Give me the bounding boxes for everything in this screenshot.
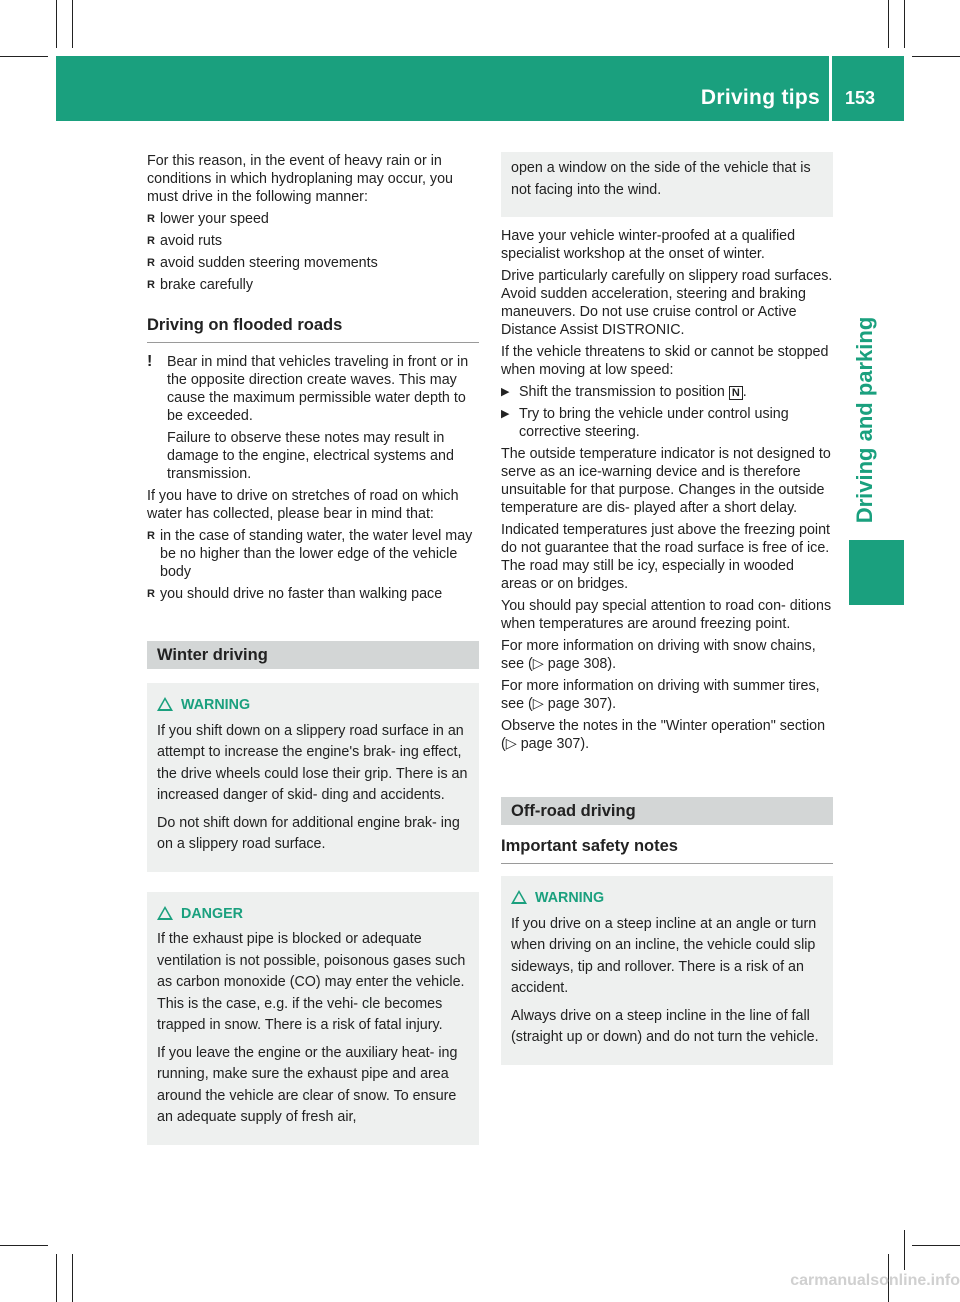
warning-title: WARNING	[157, 695, 469, 717]
crop-mark	[0, 1245, 48, 1246]
crop-mark	[0, 56, 48, 57]
crop-mark	[72, 0, 73, 48]
warning-triangle-icon	[157, 906, 173, 920]
intro-paragraph: For this reason, in the event of heavy rain or in conditions in which hydroplaning may occur, you must drive in the following manner:	[147, 153, 453, 205]
list-item: R avoid sudden steering movements	[147, 254, 479, 272]
warning-text: Always drive on a steep incline in the line of fall (straight up or down) and do not turn the vehicle.	[511, 1007, 819, 1045]
cross-reference: Observe the notes in the "Winter operation" section (▷ page 307).	[501, 718, 826, 752]
page-number: 153	[845, 88, 876, 108]
page-section-title: Driving tips	[700, 86, 820, 109]
crop-mark	[904, 0, 905, 48]
chapter-side-tab	[845, 300, 885, 540]
notice-block	[147, 353, 479, 483]
section-heading: Driving on flooded roads	[147, 316, 479, 343]
section-bar-heading: Off-road driving	[501, 797, 833, 825]
warning-text: If you shift down on a slippery road surface in an attempt to increase the engine's brak- ing effect, the drive wheels could lose their grip. There is an increased danger of skid- ding and accidents.	[157, 722, 468, 803]
crop-mark	[888, 0, 889, 48]
list-item: R brake carefully	[147, 276, 479, 294]
warning-triangle-icon	[511, 890, 527, 904]
warning-box	[501, 876, 833, 1065]
crop-mark	[904, 1230, 905, 1270]
watermark: carmanualsonline.info	[790, 1272, 960, 1289]
danger-title: DANGER	[157, 904, 469, 926]
left-column	[147, 152, 479, 1159]
danger-text: If the exhaust pipe is blocked or adequate ventilation is not possible, poisonous gases such as carbon monoxide (CO) may enter the vehicle. This is the case, e.g. if the vehi- cle becomes trapped in snow. There is a risk of fatal injury.	[157, 931, 466, 1033]
crop-mark	[56, 0, 57, 48]
notice-text: Failure to observe these notes may result in damage to the engine, electrical systems and transmission.	[167, 430, 454, 482]
cross-reference: For more information on driving with snow chains, see (▷ page 308).	[501, 638, 816, 672]
danger-text: If you leave the engine or the auxiliary heat- ing running, make sure the exhaust pipe and area around the vehicle are clear of snow. To ensure an adequate supply of fresh air,	[157, 1044, 458, 1125]
chapter-label: Driving and parking	[852, 316, 877, 524]
paragraph: The outside temperature indicator is not designed to serve as an ice-warning device and is therefore unsuitable for that purpose. Changes in the outside temperature are dis- played after a short delay.	[501, 446, 831, 516]
paragraph: You should pay special attention to road con- ditions when temperatures are around freezing point.	[501, 598, 832, 632]
crop-mark	[56, 1254, 57, 1302]
paragraph: Indicated temperatures just above the freezing point do not guarantee that the road surface is free of ice. The road may still be icy, especially in wooded areas or on bridges.	[501, 522, 831, 592]
header-separator	[829, 56, 832, 121]
danger-text: open a window on the side of the vehicle that is not facing into the wind.	[511, 160, 811, 198]
warning-text: Do not shift down for additional engine brak- ing on a slippery road surface.	[157, 814, 460, 852]
list-item: R avoid ruts	[147, 232, 479, 250]
crop-mark	[72, 1254, 73, 1302]
notice-text: Bear in mind that vehicles traveling in front or in the opposite direction create waves. This may cause the maximum permissible water depth to be exceeded.	[167, 354, 469, 424]
paragraph: Have your vehicle winter-proofed at a qualified specialist workshop at the onset of winter.	[501, 228, 796, 262]
section-bar-heading: Winter driving	[147, 641, 479, 669]
list-item: R lower your speed	[147, 210, 479, 228]
right-column	[501, 152, 833, 1079]
instruction-step: ▶ Shift the transmission to position N .	[501, 383, 833, 401]
chapter-marker	[849, 540, 904, 605]
cross-reference: For more information on driving with summer tires, see (▷ page 307).	[501, 678, 820, 712]
warning-title: WARNING	[511, 888, 823, 910]
crop-mark	[912, 56, 960, 57]
danger-box-continued	[501, 152, 833, 217]
list-item: R you should drive no faster than walking pace	[147, 585, 479, 603]
instruction-step: ▶ Try to bring the vehicle under control using corrective steering.	[501, 405, 833, 441]
list-item: R in the case of standing water, the water level may be no higher than the lower edge of the vehicle body	[147, 527, 479, 581]
gear-n-icon: N	[729, 386, 743, 400]
exclamation-icon: !	[147, 353, 153, 370]
paragraph: If the vehicle threatens to skid or cannot be stopped when moving at low speed:	[501, 344, 829, 378]
warning-text: If you drive on a steep incline at an angle or turn when driving on an incline, the vehicle could slip sideways, tip and rollover. There is a risk of an accident.	[511, 915, 817, 996]
crop-mark	[912, 1245, 960, 1246]
paragraph: If you have to drive on stretches of road on which water has collected, please bear in mind that:	[147, 488, 459, 522]
paragraph: Drive particularly carefully on slippery road surfaces. Avoid sudden acceleration, steering and braking maneuvers. Do not use cruise control or Active Distance Assist DISTRONIC.	[501, 268, 833, 338]
danger-box	[147, 892, 479, 1145]
warning-box	[147, 683, 479, 872]
section-heading: Important safety notes	[501, 837, 833, 864]
warning-triangle-icon	[157, 697, 173, 711]
